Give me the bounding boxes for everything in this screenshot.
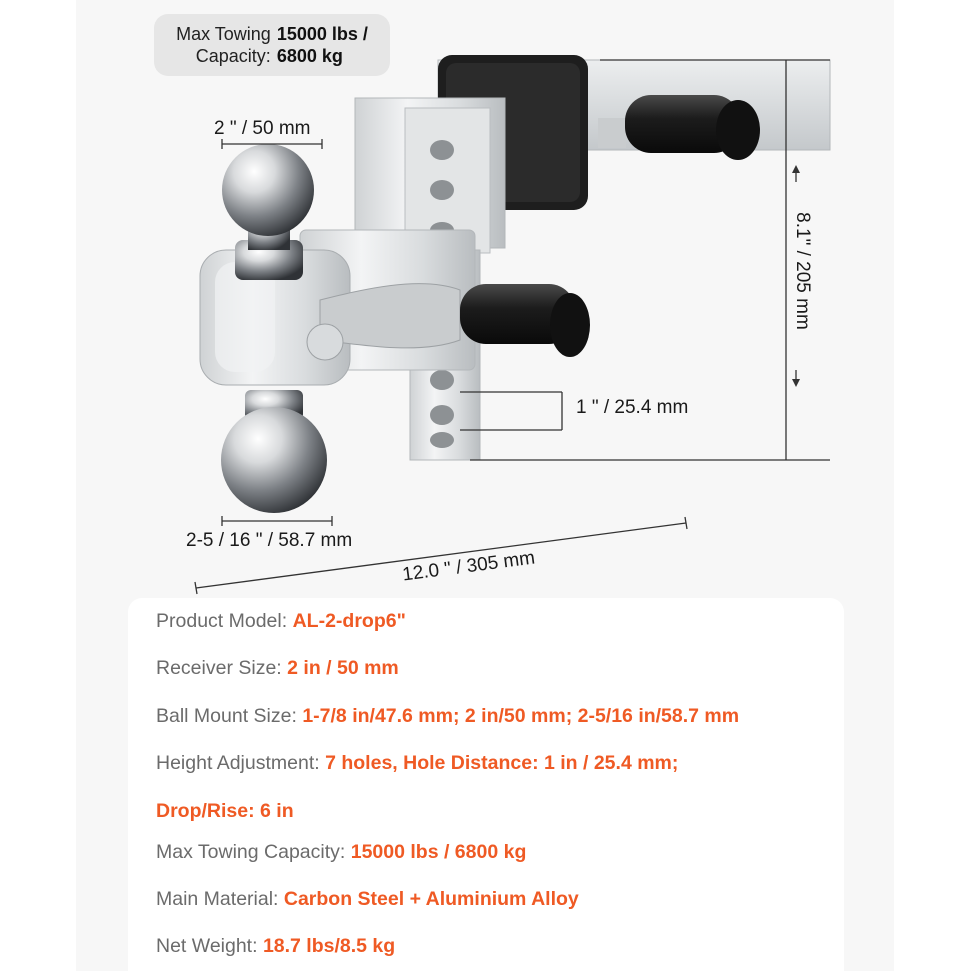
spec-max-towing-capacity bbox=[156, 841, 526, 864]
ball-bottom-dimension: 2-5 / 16 " / 58.7 mm bbox=[186, 530, 353, 551]
spec-value: Carbon Steel + Aluminium Alloy bbox=[283, 888, 579, 910]
spec-net-weight bbox=[156, 935, 395, 958]
spec-value: 1-7/8 in/47.6 mm; 2 in/50 mm; 2-5/16 in/58.7 mm bbox=[302, 705, 740, 727]
spec-label: Ball Mount Size: bbox=[156, 705, 303, 727]
spec-ball-mount-size bbox=[156, 705, 739, 728]
spec-value: 2 in / 50 mm bbox=[287, 657, 399, 679]
badge-label-2: Capacity: bbox=[195, 46, 271, 66]
hole-distance-dimension: 1 " / 25.4 mm bbox=[576, 397, 689, 418]
specifications-card bbox=[128, 598, 844, 971]
spec-value: Drop/Rise: 6 in bbox=[156, 800, 294, 822]
spec-product-model bbox=[156, 610, 406, 633]
spec-value: 15000 lbs / 6800 kg bbox=[350, 841, 527, 863]
height-dimension: 8.1" / 205 mm bbox=[792, 212, 813, 330]
length-dimension: 12.0 " / 305 mm bbox=[401, 547, 537, 586]
ball-top-dimension: 2 " / 50 mm bbox=[214, 118, 311, 139]
spec-drop-rise bbox=[156, 800, 294, 823]
spec-value: AL-2-drop6" bbox=[292, 610, 406, 632]
spec-label: Main Material: bbox=[156, 888, 284, 910]
spec-label: Max Towing Capacity: bbox=[156, 841, 351, 863]
spec-value: 18.7 lbs/8.5 kg bbox=[262, 935, 396, 957]
badge-value-1: 15000 lbs / bbox=[276, 24, 368, 44]
spec-receiver-size bbox=[156, 657, 399, 680]
spec-label: Receiver Size: bbox=[156, 657, 288, 679]
spec-main-material bbox=[156, 888, 579, 911]
spec-label: Net Weight: bbox=[156, 935, 263, 957]
spec-label: Height Adjustment: bbox=[156, 752, 326, 774]
spec-value: 7 holes, Hole Distance: 1 in / 25.4 mm; bbox=[325, 752, 679, 774]
badge-label-1: Max Towing bbox=[176, 24, 271, 44]
badge-value-2: 6800 kg bbox=[276, 46, 343, 66]
spec-height-adjustment bbox=[156, 752, 678, 775]
spec-label: Product Model: bbox=[156, 610, 293, 632]
